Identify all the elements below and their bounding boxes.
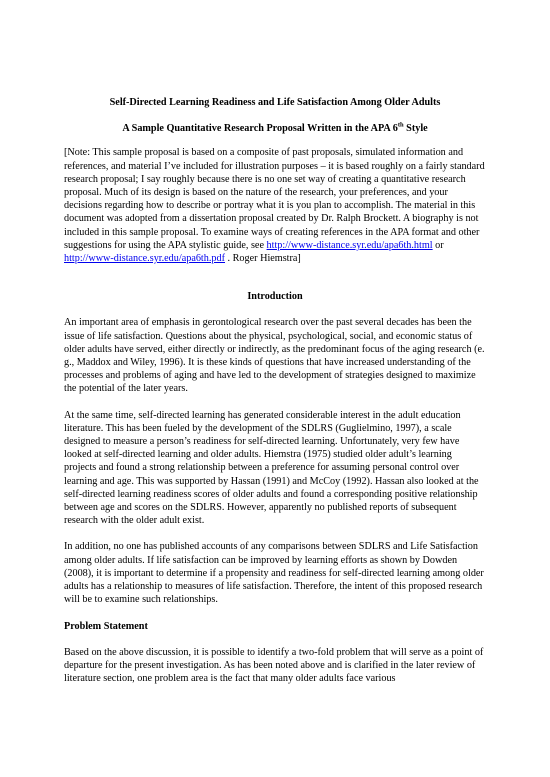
document-page (64, 96, 486, 685)
introduction-heading: Introduction (247, 291, 303, 303)
problem-statement-paragraph: Based on the above discussion, it is possible to identify a two-fold problem that will serve as a point of departure for the present investigation. As has been noted above and is clarified in the later review of literature section, one problem area is the fact that many older adults face various (64, 646, 484, 685)
apa6th-pdf-link[interactable]: http://www-distance.syr.edu/apa6th.pdf (64, 253, 225, 265)
note-signature: . Roger Hiemstra] (225, 253, 301, 265)
apa6th-html-link[interactable]: http://www-distance.syr.edu/apa6th.html (266, 239, 433, 251)
author-note (64, 146, 486, 265)
subtitle-text: A Sample Quantitative Research Proposal Written in the APA 6 (122, 123, 398, 135)
introduction-paragraph-1: An important area of emphasis in gerontological research over the past several decades has been the issue of life satisfaction. Questions about the physical, psychological, social, and economic status of older adults have served, either directly or indirectly, as the predominant focus of the aging research (e. g., Maddox and Wiley, 1996). It is these kinds of questions that have increased understanding of the processes and problems of aging and have led to the development of strategies designed to maximize the potential of the later years. (64, 317, 485, 395)
subtitle-superscript: th (397, 121, 404, 129)
problem-statement-heading: Problem Statement (64, 620, 148, 632)
note-or: or (432, 239, 444, 251)
subtitle-suffix: Style (403, 123, 428, 135)
note-text: [Note: This sample proposal is based on a composite of past proposals, simulated information and references, and material I’ve included for illustration purposes – it is based roughly on a fairly standard research proposal; I say roughly because there is no one set way of creating a quantitative research proposal. Much of its design is based on the nature of the research, your preferences, and your decisions regarding how to describe or portray what it is you plan to accomplish. The material in this document was adopted from a dissertation proposal created by Dr. Ralph Brockett. A biography is not included in this sample proposal. To examine ways of creating references in the APA format and other suggestions for using the APA stylistic guide, see (64, 147, 485, 251)
document-title: Self-Directed Learning Readiness and Life Satisfaction Among Older Adults (109, 97, 441, 108)
introduction-paragraph-3: In addition, no one has published accounts of any comparisons between SDLRS and Life Satisfaction among older adults. If life satisfaction can be improved by learning efforts as shown by Dowden (2008), it is important to determine if a propensity and readiness for self-directed learning among older adults has a relationship to measures of life satisfaction. Therefore, the intent of this proposed research will be to examine such relationships. (64, 541, 484, 606)
document-subtitle (64, 122, 486, 135)
introduction-paragraph-2: At the same time, self-directed learning has generated considerable interest in the adult education literature. This has been fueled by the development of the SDLRS (Guglielmino, 1997), a scale designed to measure a person’s readiness for self-directed learning. Unfortunately, very few have looked at self-directed learning and older adults. Hiemstra (1975) studied older adult’s learning projects and found a strong relationship between a preference for assuming personal control over learning and age. This was supported by Hassan (1991) and McCoy (1992). Hassan also looked at the self-directed learning readiness scores of older adults and found a corresponding positive relationship between age and scores on the SDLRS. However, apparently no published reports of subsequent research with the older adult exist. (64, 409, 479, 527)
